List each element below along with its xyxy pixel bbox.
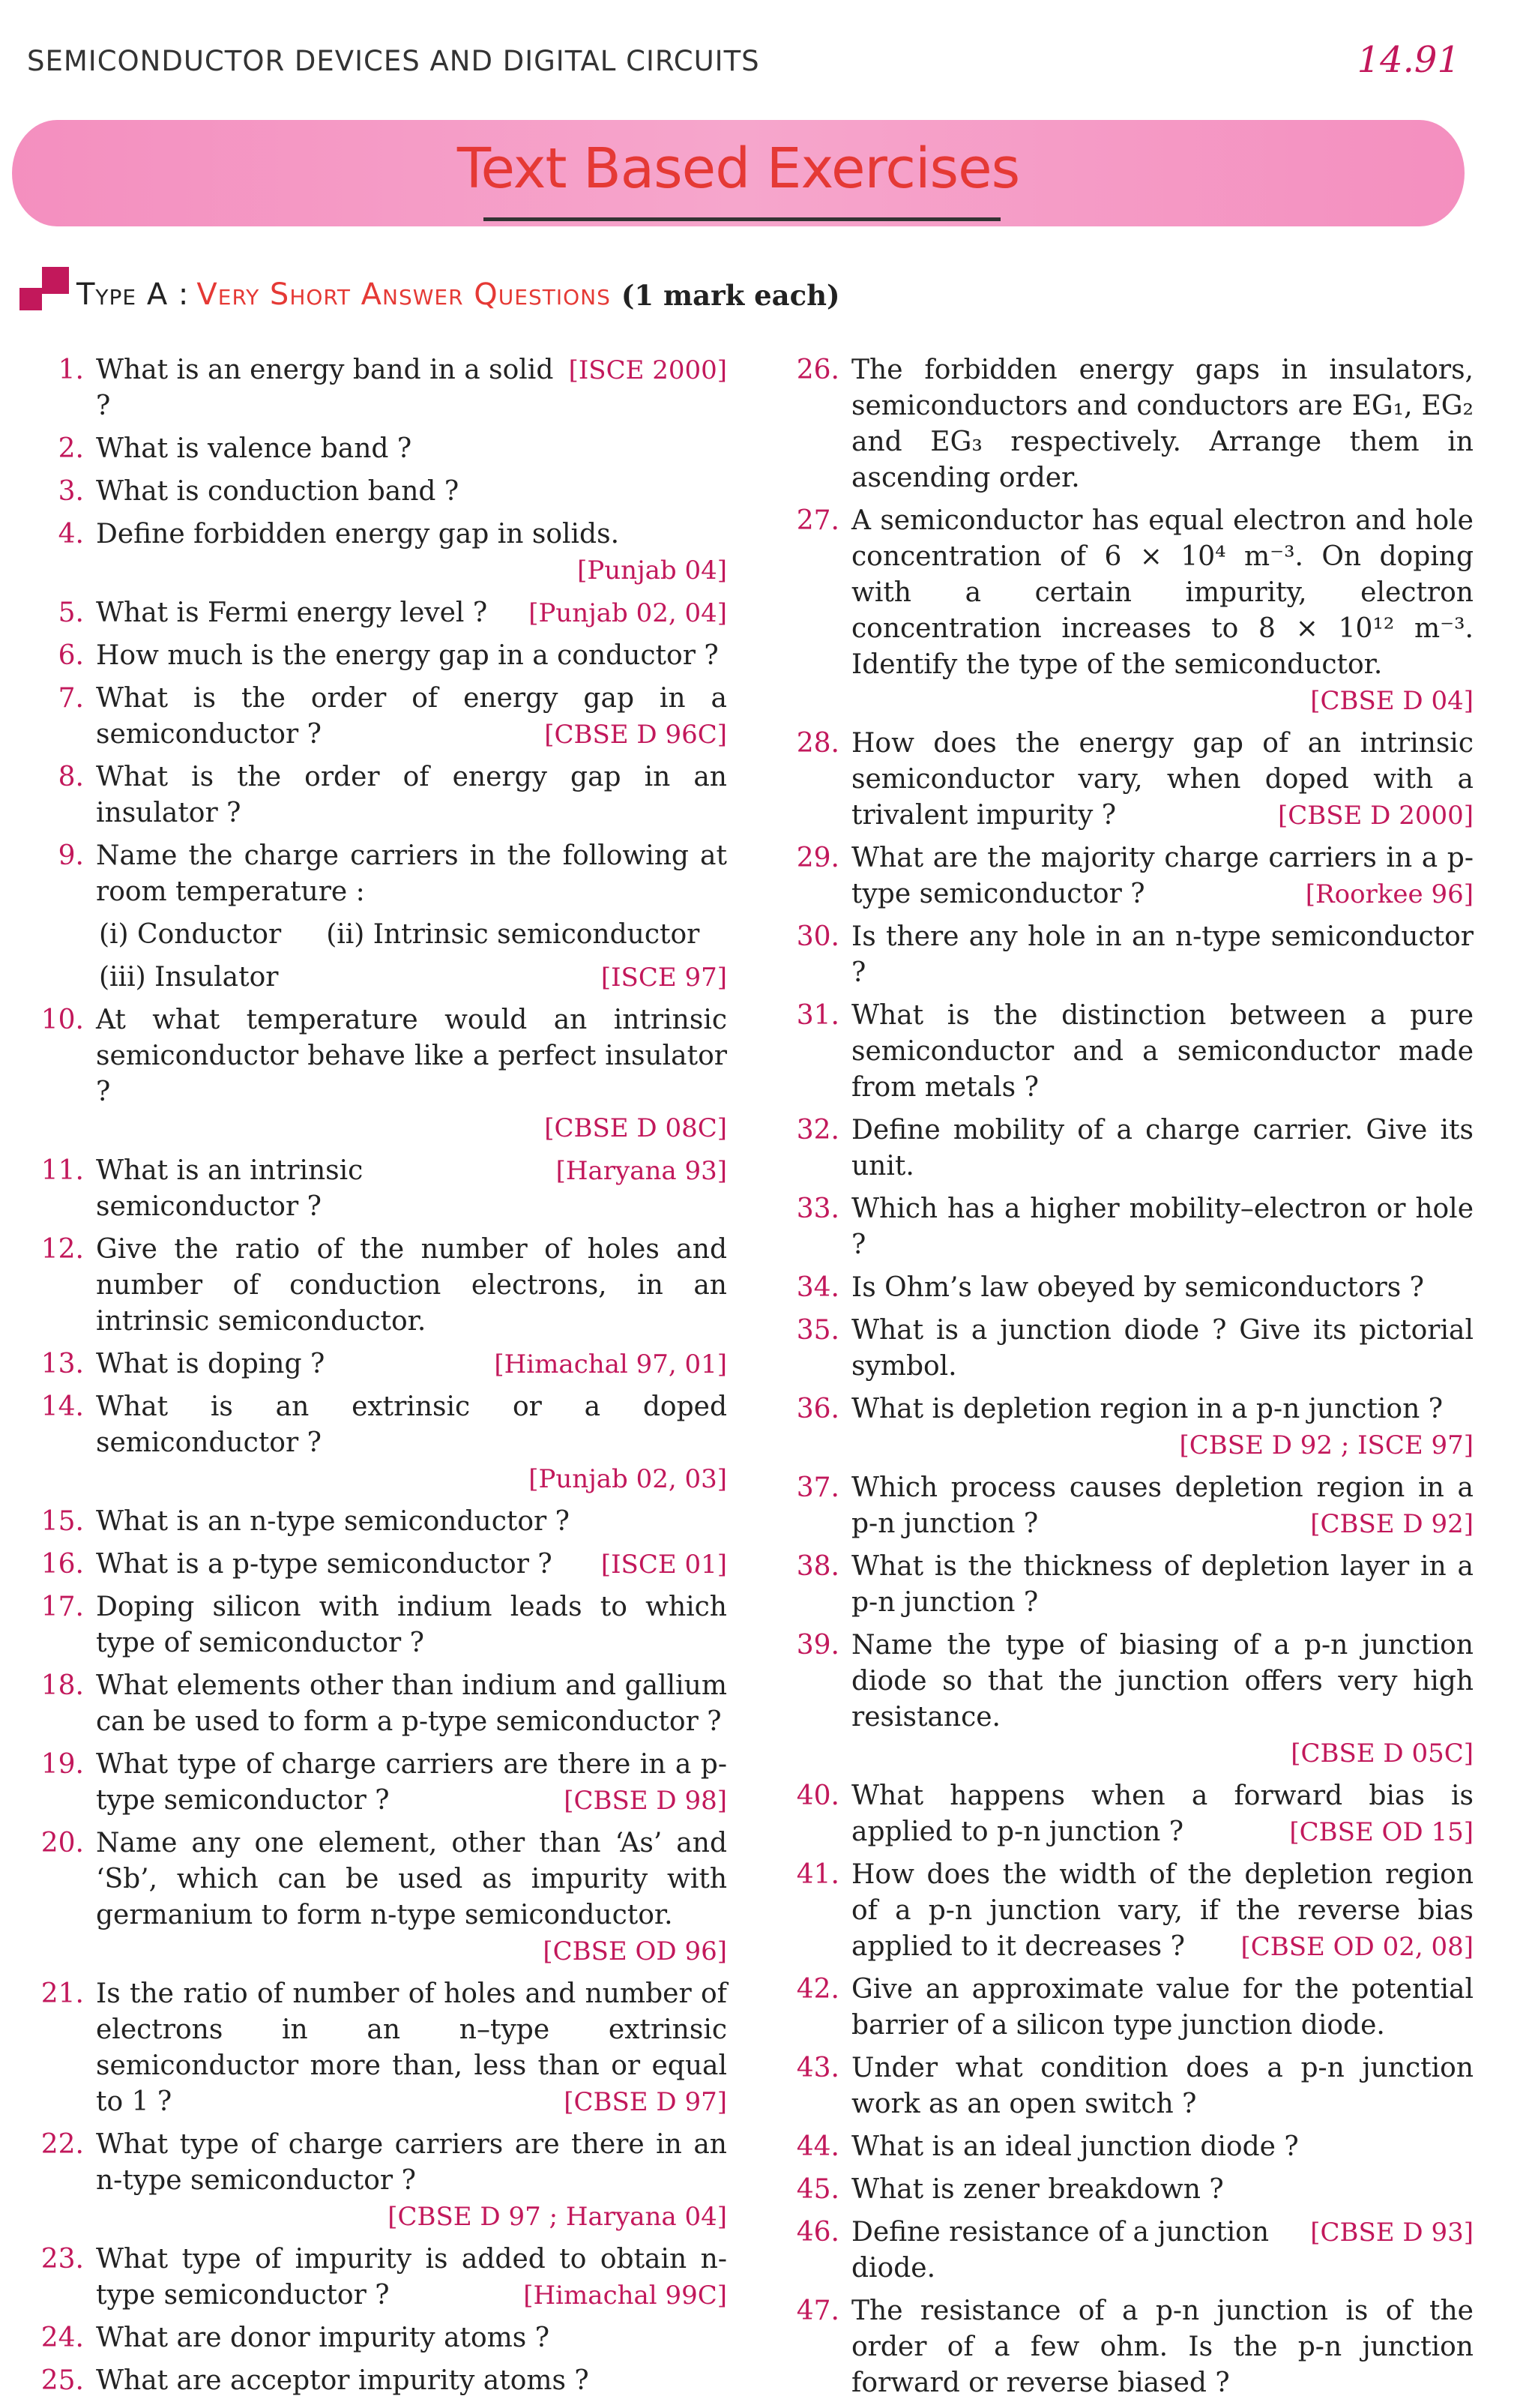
question-item xyxy=(40,2363,727,2399)
question-source: [Haryana 93] xyxy=(555,1156,727,1186)
question-number: 37. xyxy=(796,1472,839,1503)
question-item xyxy=(781,919,1474,991)
question-text: What is the distinction between a pure semiconductor and a semiconductor made from metals ? xyxy=(851,1000,1474,1103)
question-text: Give an approximate value for the potential barrier of a silicon type junction diode. xyxy=(851,1974,1474,2041)
question-number: 30. xyxy=(796,921,839,952)
question-number: 33. xyxy=(796,1194,839,1224)
question-number: 18. xyxy=(40,1670,84,1701)
question-options xyxy=(84,960,727,996)
question-item xyxy=(781,1778,1474,1850)
question-item xyxy=(781,840,1474,912)
question-number: 27. xyxy=(796,505,839,536)
question-text: What is the order of energy gap in a semiconductor ? xyxy=(96,683,727,750)
question-source: [Himachal 99C] xyxy=(523,2281,727,2311)
question-text: What type of charge carriers are there in a p-type semiconductor ? xyxy=(96,1749,727,1816)
question-item xyxy=(781,2293,1474,2401)
question-options xyxy=(84,917,727,953)
running-head: SEMICONDUCTOR DEVICES AND DIGITAL CIRCUITS xyxy=(27,45,760,77)
question-text: What is an energy band in a solid ? xyxy=(96,355,554,421)
question-item xyxy=(781,1628,1474,1772)
question-item xyxy=(40,1153,727,1225)
banner-underline xyxy=(483,217,1001,221)
question-number: 46. xyxy=(796,2217,839,2248)
question-text: How does the energy gap of an intrinsic semiconductor vary, when doped with a trivalent impurity ? xyxy=(851,728,1474,831)
question-item xyxy=(40,759,727,831)
banner-title: Text Based Exercises xyxy=(456,136,1020,201)
question-number: 17. xyxy=(40,1592,84,1622)
question-text: Doping silicon with indium leads to which type of semiconductor ? xyxy=(96,1592,727,1658)
question-source: [CBSE D 92] xyxy=(1310,1509,1474,1539)
question-number: 28. xyxy=(796,728,839,759)
question-source: [CBSE D 97] xyxy=(564,2087,727,2117)
question-item xyxy=(781,352,1474,496)
question-number: 10. xyxy=(40,1005,84,1035)
question-text: What happens when a forward bias is applied to p-n junction ? xyxy=(851,1781,1474,1847)
question-item xyxy=(40,1747,727,1819)
section-marks: (1 mark each) xyxy=(621,279,840,312)
question-text: What type of charge carriers are there in an n-type semiconductor ? xyxy=(96,2129,727,2196)
question-item xyxy=(781,998,1474,1106)
question-text: Define mobility of a charge carrier. Give its unit. xyxy=(851,1115,1474,1182)
question-item xyxy=(781,1972,1474,2044)
question-text: Is there any hole in an n-type semiconductor ? xyxy=(851,921,1474,988)
question-source: [CBSE D 08C] xyxy=(544,1113,727,1143)
question-text: What is an ideal junction diode ? xyxy=(851,2131,1299,2162)
question-number: 25. xyxy=(40,2365,84,2396)
question-source: [CBSE D 96C] xyxy=(544,720,727,750)
question-item xyxy=(781,2129,1474,2165)
question-number: 38. xyxy=(796,1551,839,1582)
question-source: [Himachal 97, 01] xyxy=(494,1349,727,1379)
section-heading xyxy=(19,259,840,312)
option-intrinsic: (ii) Intrinsic semiconductor xyxy=(326,919,700,950)
question-item xyxy=(40,2127,727,2235)
question-source: [ISCE 01] xyxy=(600,1550,727,1580)
question-text: Which has a higher mobility–electron or hole ? xyxy=(851,1194,1474,1260)
question-number: 39. xyxy=(796,1630,839,1661)
question-item xyxy=(781,1470,1474,1542)
question-source: [CBSE OD 15] xyxy=(1289,1817,1474,1847)
question-item xyxy=(40,638,727,674)
question-item xyxy=(781,2050,1474,2122)
question-text: What is the order of energy gap in an insulator ? xyxy=(96,762,727,828)
question-text: What is valence band ? xyxy=(96,433,412,464)
question-number: 12. xyxy=(40,1234,84,1265)
question-item xyxy=(40,1346,727,1382)
question-text: What is an n-type semiconductor ? xyxy=(96,1506,570,1537)
question-text: Which process causes depletion region in a p-n junction ? xyxy=(851,1472,1474,1539)
question-item xyxy=(40,681,727,753)
question-item xyxy=(40,1389,727,1497)
question-number: 2. xyxy=(58,433,84,464)
question-number: 24. xyxy=(40,2323,84,2353)
question-source: [CBSE D 05C] xyxy=(1291,1739,1474,1769)
question-number: 20. xyxy=(40,1828,84,1858)
question-source: [CBSE D 2000] xyxy=(1277,801,1474,831)
question-item xyxy=(40,2320,727,2356)
question-source: [CBSE D 92 ; ISCE 97] xyxy=(1179,1430,1474,1460)
question-text: How does the width of the depletion region of a p-n junction vary, if the reverse bias applied to it decreases ? xyxy=(851,1859,1474,1962)
question-number: 7. xyxy=(58,683,84,714)
question-text: What is doping ? xyxy=(96,1349,325,1379)
question-text: What is the thickness of depletion layer in a p-n junction ? xyxy=(851,1551,1474,1618)
question-number: 42. xyxy=(796,1974,839,2005)
question-source: [Punjab 04] xyxy=(577,556,727,586)
question-text: A semiconductor has equal electron and hole concentration of 6 × 10⁴ m⁻³. On doping with a certain impurity, electron concentration increases to 8 × 10¹² m⁻³. Identify the type of the semiconductor. xyxy=(851,505,1474,680)
question-text: What elements other than indium and gallium can be used to form a p-type semiconductor ? xyxy=(96,1670,727,1737)
left-column xyxy=(40,352,727,2406)
question-text: Name the charge carriers in the following at room temperature : xyxy=(96,840,727,907)
question-number: 43. xyxy=(796,2053,839,2083)
right-column xyxy=(781,352,1474,2408)
question-item xyxy=(40,2242,727,2314)
question-source: [CBSE D 04] xyxy=(1310,686,1474,716)
question-text: What are donor impurity atoms ? xyxy=(96,2323,550,2353)
question-item xyxy=(781,726,1474,834)
question-number: 8. xyxy=(58,762,84,792)
question-item xyxy=(40,1589,727,1661)
question-item xyxy=(40,474,727,510)
question-number: 3. xyxy=(58,476,84,507)
question-item xyxy=(40,1232,727,1340)
question-item xyxy=(40,431,727,467)
question-item xyxy=(40,1504,727,1540)
question-item xyxy=(781,1113,1474,1185)
question-text: How much is the energy gap in a conductor ? xyxy=(96,640,719,671)
question-item xyxy=(40,1668,727,1740)
question-number: 40. xyxy=(796,1781,839,1811)
question-source: [ISCE 97] xyxy=(600,963,727,993)
question-number: 15. xyxy=(40,1506,84,1537)
question-item xyxy=(40,595,727,631)
question-text: What is an extrinsic or a doped semiconductor ? xyxy=(96,1391,727,1458)
question-source: [Roorkee 96] xyxy=(1305,879,1474,909)
question-number: 35. xyxy=(796,1315,839,1346)
question-number: 21. xyxy=(40,1978,84,2009)
question-item xyxy=(40,352,727,424)
question-number: 22. xyxy=(40,2129,84,2160)
question-item xyxy=(40,1547,727,1583)
question-number: 26. xyxy=(796,355,839,385)
question-text: Name any one element, other than ‘As’ and ‘Sb’, which can be used as impurity with germanium to form n-type semiconductor. xyxy=(96,1828,727,1930)
question-text: The resistance of a p-n junction is of the order of a few ohm. Is the p-n junction forward or reverse biased ? xyxy=(851,2296,1474,2398)
question-text: The forbidden energy gaps in insulators, semiconductors and conductors are EG₁, EG₂ and EG₃ respectively. Arrange them in ascending order. xyxy=(851,355,1474,493)
question-item xyxy=(781,1270,1474,1306)
question-text: At what temperature would an intrinsic semiconductor behave like a perfect insulator ? xyxy=(96,1005,727,1107)
question-number: 45. xyxy=(796,2174,839,2205)
question-text: Is the ratio of number of holes and number of electrons in an n–type extrinsic semiconductor more than, less than or equal to 1 ? xyxy=(96,1978,727,2117)
question-source: [Punjab 02, 04] xyxy=(528,598,727,628)
question-number: 41. xyxy=(796,1859,839,1890)
question-item xyxy=(781,1549,1474,1621)
question-text: What is a junction diode ? Give its pictorial symbol. xyxy=(851,1315,1474,1382)
question-source: [CBSE D 98] xyxy=(564,1786,727,1816)
question-number: 11. xyxy=(40,1155,84,1186)
question-source: [CBSE D 93] xyxy=(1310,2218,1474,2248)
question-item xyxy=(781,1857,1474,1965)
question-item xyxy=(40,1002,727,1146)
question-item xyxy=(40,517,727,589)
question-item xyxy=(781,2172,1474,2208)
question-text: What are the majority charge carriers in a p-type semiconductor ? xyxy=(851,843,1474,909)
option-insulator: (iii) Insulator xyxy=(99,962,279,993)
question-number: 34. xyxy=(796,1272,839,1303)
question-number: 6. xyxy=(58,640,84,671)
question-text: Name the type of biasing of a p-n junction diode so that the junction offers very high resistance. xyxy=(851,1630,1474,1733)
question-text: What is a p-type semiconductor ? xyxy=(96,1549,552,1580)
question-number: 23. xyxy=(40,2244,84,2275)
question-text: Define resistance of a junction diode. xyxy=(851,2217,1269,2284)
option-conductor: (i) Conductor xyxy=(99,919,282,950)
section-title: Very Short Answer Questions xyxy=(196,277,611,312)
question-item xyxy=(40,1825,727,1969)
question-item xyxy=(781,503,1474,719)
question-number: 36. xyxy=(796,1394,839,1424)
question-text: What is depletion region in a p-n junction ? xyxy=(851,1394,1444,1424)
question-text: What are acceptor impurity atoms ? xyxy=(96,2365,589,2396)
question-item xyxy=(40,1976,727,2120)
question-item xyxy=(781,2215,1474,2287)
question-item xyxy=(40,838,727,910)
question-source: [CBSE OD 02, 08] xyxy=(1240,1932,1474,1962)
question-text: What is zener breakdown ? xyxy=(851,2174,1224,2205)
question-number: 4. xyxy=(58,519,84,550)
question-number: 14. xyxy=(40,1391,84,1422)
question-source: [CBSE OD 96] xyxy=(543,1936,727,1966)
section-type-label: Type A : xyxy=(76,277,190,312)
question-number: 31. xyxy=(796,1000,839,1031)
section-marker-icon xyxy=(19,267,72,312)
question-item xyxy=(781,1191,1474,1263)
question-number: 9. xyxy=(58,840,84,871)
page-number: 14.91 xyxy=(1357,39,1460,81)
question-text: Is Ohm’s law obeyed by semiconductors ? xyxy=(851,1272,1424,1303)
question-number: 1. xyxy=(58,355,84,385)
question-text: What type of impurity is added to obtain n-type semiconductor ? xyxy=(96,2244,727,2311)
question-number: 16. xyxy=(40,1549,84,1580)
question-item xyxy=(781,1313,1474,1385)
question-text: What is Fermi energy level ? xyxy=(96,598,488,628)
question-number: 19. xyxy=(40,1749,84,1780)
question-text: Under what condition does a p-n junction work as an open switch ? xyxy=(851,2053,1474,2119)
question-number: 32. xyxy=(796,1115,839,1146)
question-text: What is an intrinsic semiconductor ? xyxy=(96,1155,364,1222)
question-number: 47. xyxy=(796,2296,839,2326)
question-text: Give the ratio of the number of holes and number of conduction electrons, in an intrinsic semiconductor. xyxy=(96,1234,727,1337)
question-item xyxy=(781,1391,1474,1463)
question-text: Define forbidden energy gap in solids. xyxy=(96,519,620,550)
question-text: What is conduction band ? xyxy=(96,476,459,507)
title-banner xyxy=(12,120,1465,226)
question-source: [CBSE D 97 ; Haryana 04] xyxy=(387,2202,727,2232)
question-source: [Punjab 02, 03] xyxy=(528,1464,727,1494)
question-number: 5. xyxy=(58,598,84,628)
question-number: 29. xyxy=(796,843,839,873)
question-number: 13. xyxy=(40,1349,84,1379)
question-source: [ISCE 2000] xyxy=(568,355,727,385)
question-number: 44. xyxy=(796,2131,839,2162)
